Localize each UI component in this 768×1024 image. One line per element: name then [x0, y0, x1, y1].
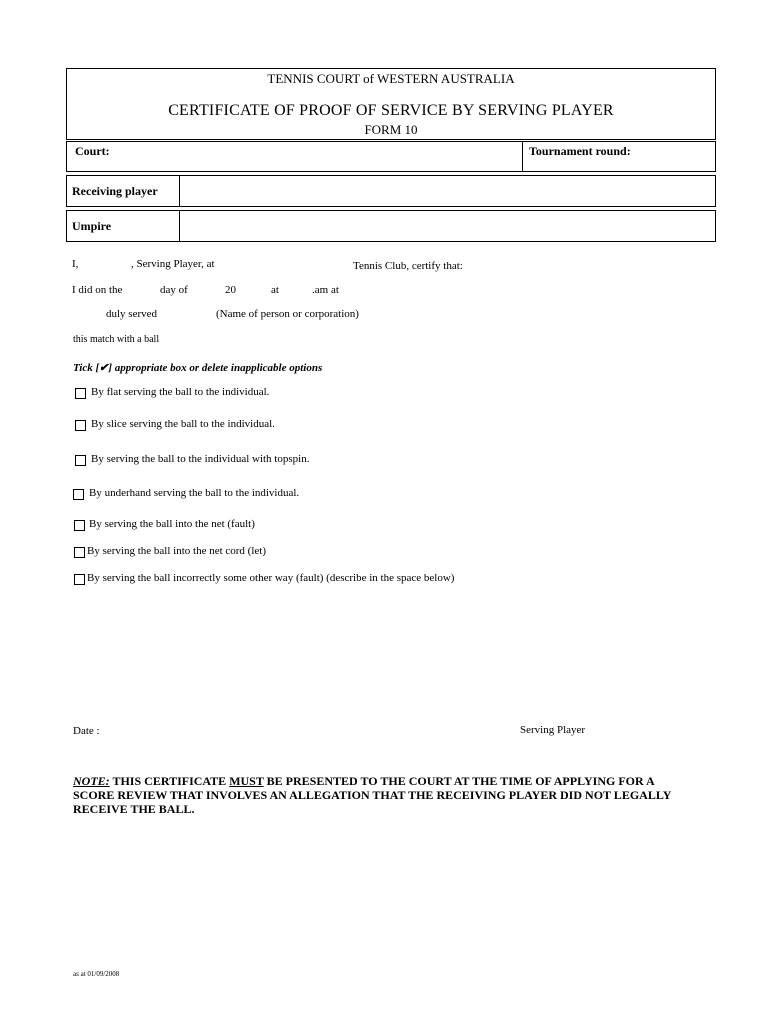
- option-checkbox[interactable]: [75, 455, 86, 466]
- umpire-field[interactable]: [180, 211, 715, 241]
- divider: [522, 142, 523, 171]
- note-text-b: BE PRESENTED TO THE COURT AT THE TIME OF APPLYING FOR A SCORE REVIEW THAT INVOLVES AN ALLEGATION THAT THE RECEIVING PLAYER DID NOT LEGALLY RECEIVE THE BALL.: [73, 774, 671, 816]
- court-row: [66, 141, 716, 172]
- receiving-player-field[interactable]: [180, 176, 715, 206]
- org-name: TENNIS COURT of WESTERN AUSTRALIA: [267, 71, 515, 86]
- umpire-label: Umpire: [72, 219, 112, 233]
- date-text-did-on: I did on the: [72, 284, 123, 296]
- date-text-day-of: day of: [160, 284, 188, 296]
- tournament-round-label: Tournament round:: [529, 144, 631, 158]
- umpire-row: [66, 210, 716, 242]
- note-label: NOTE:: [73, 774, 110, 788]
- note-text-a: THIS CERTIFICATE: [112, 774, 227, 788]
- date-text-year: 20: [225, 284, 236, 296]
- duly-served-text: duly served: [106, 308, 158, 320]
- court-label: Court:: [75, 144, 110, 158]
- option-label: By underhand serving the ball to the individual.: [89, 487, 300, 499]
- option-label: By serving the ball into the net (fault): [89, 518, 255, 530]
- option-checkbox[interactable]: [75, 388, 86, 399]
- footer-date: as at 01/09/2008: [73, 970, 120, 978]
- option-checkbox[interactable]: [75, 420, 86, 431]
- option-checkbox[interactable]: [73, 489, 84, 500]
- form-title: CERTIFICATE OF PROOF OF SERVICE BY SERVING PLAYER: [168, 102, 614, 119]
- option-checkbox[interactable]: [74, 574, 85, 585]
- receiving-player-row: [66, 175, 716, 207]
- option-label: By slice serving the ball to the individual.: [91, 418, 275, 430]
- match-ball-text: this match with a ball: [73, 334, 160, 345]
- date-label: Date :: [73, 725, 100, 737]
- option-label: By serving the ball to the individual with topspin.: [91, 453, 310, 465]
- option-label: By flat serving the ball to the individual.: [91, 386, 270, 398]
- certify-text-i: I,: [72, 258, 79, 270]
- certify-text-serving-player: , Serving Player, at: [131, 258, 215, 270]
- form-number: FORM 10: [364, 122, 418, 137]
- certify-text-tennis-club: Tennis Club, certify that:: [353, 260, 463, 272]
- option-label: By serving the ball incorrectly some other way (fault) (describe in the space below): [87, 572, 455, 584]
- date-text-at: at: [271, 284, 279, 296]
- note-block: [73, 774, 673, 816]
- date-text-am-at: .am at: [312, 284, 339, 296]
- option-checkbox[interactable]: [74, 547, 85, 558]
- form-header: [66, 68, 716, 140]
- person-corporation-text: (Name of person or corporation): [216, 308, 359, 320]
- option-label: By serving the ball into the net cord (let): [87, 545, 267, 557]
- serving-player-signature-label: Serving Player: [520, 724, 586, 736]
- receiving-player-label: Receiving player: [72, 184, 158, 198]
- instruction-text: Tick [✔] appropriate box or delete inapplicable options: [73, 362, 323, 374]
- note-must: MUST: [229, 774, 264, 788]
- option-checkbox[interactable]: [74, 520, 85, 531]
